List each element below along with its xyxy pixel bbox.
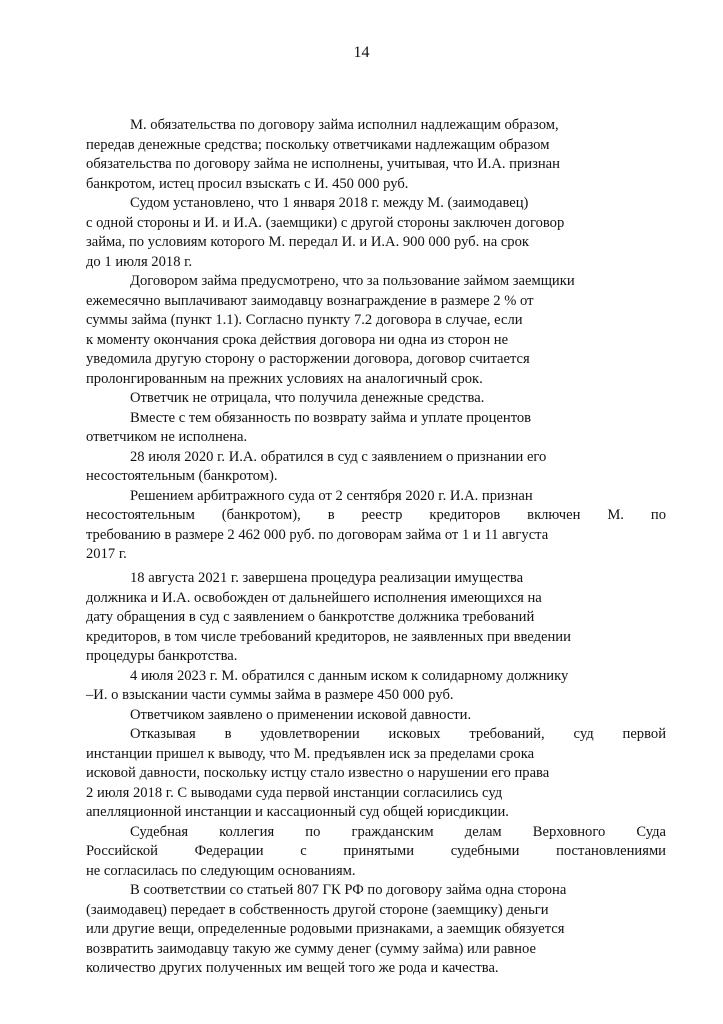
text-line: 2017 г. — [86, 546, 127, 562]
text-line: Судебная коллегия по гражданским делам Верховного Суда — [130, 824, 666, 840]
text-line: не согласилась по следующим основаниям. — [86, 863, 356, 879]
page-number: 14 — [353, 44, 370, 61]
text-line: должника и И.А. освобожден от дальнейшего исполнения имеющихся на — [86, 590, 542, 606]
text-line: В соответствии со статьей 807 ГК РФ по договору займа одна сторона — [130, 882, 567, 898]
text-line: до 1 июля 2018 г. — [86, 254, 193, 270]
text-line: Судом установлено, что 1 января 2018 г. между М. (заимодавец) — [130, 195, 529, 211]
text-line: требованию в размере 2 462 000 руб. по договорам займа от 1 и 11 августа — [86, 527, 549, 543]
text-line: займа, по условиям которого М. передал И. и И.А. 900 000 руб. на срок — [86, 234, 529, 250]
text-line: инстанции пришел к выводу, что М. предъявлен иск за пределами срока — [86, 746, 535, 762]
text-line: несостоятельным (банкротом), в реестр кредиторов включен М. по — [86, 507, 666, 523]
text-line: 2 июля 2018 г. С выводами суда первой инстанции согласились суд — [86, 785, 503, 801]
text-line: ответчиком не исполнена. — [86, 429, 248, 445]
text-line: 18 августа 2021 г. завершена процедура реализации имущества — [130, 570, 524, 586]
text-line: или другие вещи, определенные родовыми признаками, а заемщик обязуется — [86, 921, 565, 937]
text-line: с одной стороны и И. и И.А. (заемщики) с другой стороны заключен договор — [86, 215, 565, 231]
text-line: Ответчиком заявлено о применении исковой давности. — [130, 707, 472, 723]
text-line: апелляционной инстанции и кассационный суд общей юрисдикции. — [86, 804, 509, 820]
text-line: 4 июля 2023 г. М. обратился с данным иском к солидарному должнику — [130, 668, 569, 684]
text-line: дату обращения в суд с заявлением о банкротстве должника требований — [86, 609, 535, 625]
text-line: несостоятельным (банкротом). — [86, 468, 278, 484]
text-line: Российской Федерации с принятыми судебными постановлениями — [86, 843, 666, 859]
text-line: пролонгированным на прежних условиях на аналогичный срок. — [86, 371, 483, 387]
text-line: уведомила другую сторону о расторжении договора, договор считается — [86, 351, 530, 367]
text-line: Вместе с тем обязанность по возврату займа и уплате процентов — [130, 410, 532, 426]
text-line: суммы займа (пункт 1.1). Согласно пункту 7.2 договора в случае, если — [86, 312, 523, 328]
text-line: банкротом, истец просил взыскать с И. 450 000 руб. — [86, 176, 409, 192]
text-line: возвратить заимодавцу такую же сумму денег (сумму займа) или равное — [86, 941, 536, 957]
text-line: ежемесячно выплачивают заимодавцу вознаграждение в размере 2 % от — [86, 293, 534, 309]
text-line: (заимодавец) передает в собственность другой стороне (заемщику) деньги — [86, 902, 549, 918]
text-line: Договором займа предусмотрено, что за пользование займом заемщики — [130, 273, 575, 289]
text-line: –И. о взыскании части суммы займа в размере 450 000 руб. — [86, 687, 454, 703]
text-line: Отказывая в удовлетворении исковых требований, суд первой — [130, 726, 666, 742]
text-line: Ответчик не отрицала, что получила денежные средства. — [130, 390, 485, 406]
text-line: передав денежные средства; поскольку ответчиками надлежащим образом — [86, 137, 550, 153]
text-line: к моменту окончания срока действия договора ни одна из сторон не — [86, 332, 509, 348]
text-line: исковой давности, поскольку истцу стало известно о нарушении его права — [86, 765, 550, 781]
text-line: Решением арбитражного суда от 2 сентября 2020 г. И.А. признан — [130, 488, 533, 504]
text-line: М. обязательства по договору займа исполнил надлежащим образом, — [130, 117, 559, 133]
text-line: кредиторов, в том числе требований кредиторов, не заявленных при введении — [86, 629, 571, 645]
text-line: количество других полученных им вещей того же рода и качества. — [86, 960, 499, 976]
text-line: процедуры банкротства. — [86, 648, 238, 664]
text-line: обязательства по договору займа не исполнены, учитывая, что И.А. признан — [86, 156, 560, 172]
text-line: 28 июля 2020 г. И.А. обратился в суд с заявлением о признании его — [130, 449, 547, 465]
